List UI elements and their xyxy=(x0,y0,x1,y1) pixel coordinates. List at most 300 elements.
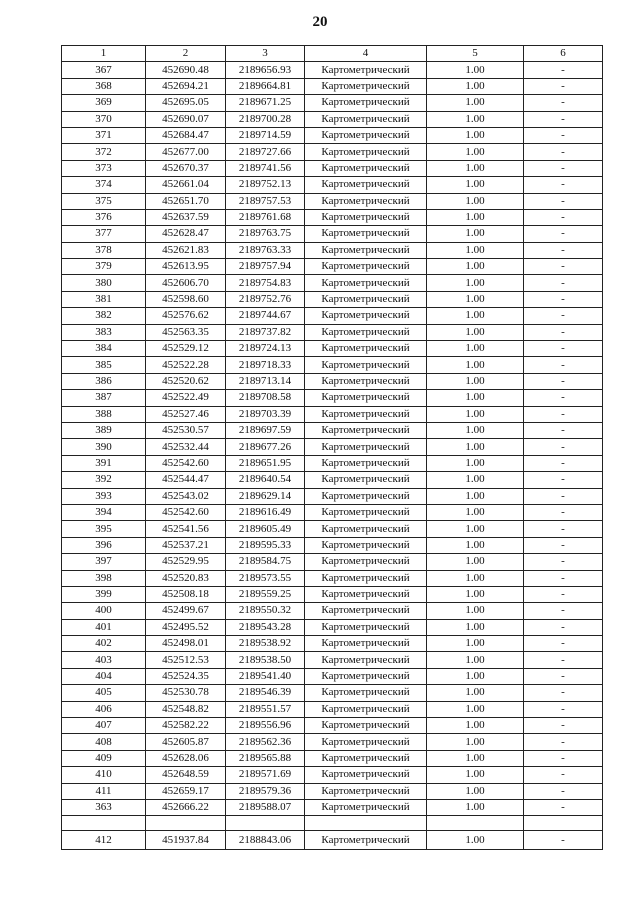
table-cell: 1.00 xyxy=(427,226,524,242)
table-cell: 2189713.14 xyxy=(226,373,305,389)
table-cell: 2189754.83 xyxy=(226,275,305,291)
table-cell: 1.00 xyxy=(427,603,524,619)
table-cell: 2189579.36 xyxy=(226,783,305,799)
table-row xyxy=(62,701,603,717)
table-cell: 2189752.13 xyxy=(226,177,305,193)
table-cell: Картометрический xyxy=(305,701,427,717)
table-cell: - xyxy=(524,619,603,635)
table-cell: Картометрический xyxy=(305,554,427,570)
table-cell: 401 xyxy=(62,619,146,635)
table-cell: 2189761.68 xyxy=(226,209,305,225)
table-cell: 452508.18 xyxy=(146,586,226,602)
table-cell: Картометрический xyxy=(305,193,427,209)
table-cell: 412 xyxy=(62,831,146,850)
table-cell: 2189573.55 xyxy=(226,570,305,586)
table-cell: 375 xyxy=(62,193,146,209)
table-row xyxy=(62,422,603,438)
table-cell: Картометрический xyxy=(305,373,427,389)
table-cell: Картометрический xyxy=(305,570,427,586)
table-cell: 452576.62 xyxy=(146,308,226,324)
table-row xyxy=(62,831,603,850)
table-cell: 1.00 xyxy=(427,291,524,307)
table-row xyxy=(62,406,603,422)
table-cell: 452495.52 xyxy=(146,619,226,635)
table-cell: 2189763.75 xyxy=(226,226,305,242)
table-cell: 1.00 xyxy=(427,144,524,160)
table-row xyxy=(62,341,603,357)
table-cell: 2189737.82 xyxy=(226,324,305,340)
table-cell: Картометрический xyxy=(305,504,427,520)
table-cell: - xyxy=(524,455,603,471)
table-cell: 452694.21 xyxy=(146,78,226,94)
table-cell: 1.00 xyxy=(427,111,524,127)
table-cell: Картометрический xyxy=(305,767,427,783)
table-cell: 452498.01 xyxy=(146,636,226,652)
table-row xyxy=(62,324,603,340)
table-cell: 1.00 xyxy=(427,275,524,291)
table-cell: Картометрический xyxy=(305,750,427,766)
column-header: 3 xyxy=(226,46,305,62)
table-cell: 399 xyxy=(62,586,146,602)
table-cell: - xyxy=(524,685,603,701)
table-cell: Картометрический xyxy=(305,718,427,734)
table-cell: 1.00 xyxy=(427,718,524,734)
table-cell: 1.00 xyxy=(427,341,524,357)
table-cell: 452499.67 xyxy=(146,603,226,619)
table-cell: 2189656.93 xyxy=(226,62,305,78)
table-cell: - xyxy=(524,127,603,143)
table-cell: 2189595.33 xyxy=(226,537,305,553)
table-cell: 1.00 xyxy=(427,521,524,537)
table-header-row xyxy=(62,46,603,62)
table-cell: - xyxy=(524,734,603,750)
table-cell: 1.00 xyxy=(427,750,524,766)
table-cell: - xyxy=(524,275,603,291)
table-row xyxy=(62,685,603,701)
table-cell: Картометрический xyxy=(305,439,427,455)
column-header: 1 xyxy=(62,46,146,62)
table-cell: 367 xyxy=(62,62,146,78)
table-cell xyxy=(226,816,305,831)
table-cell: - xyxy=(524,831,603,850)
table-cell: 368 xyxy=(62,78,146,94)
table-cell: Картометрический xyxy=(305,324,427,340)
page-number: 20 xyxy=(312,14,328,30)
table-cell: 452621.83 xyxy=(146,242,226,258)
table-row xyxy=(62,390,603,406)
table-cell: - xyxy=(524,226,603,242)
table-cell: Картометрический xyxy=(305,341,427,357)
table-row xyxy=(62,226,603,242)
table-cell: 2189700.28 xyxy=(226,111,305,127)
table-cell xyxy=(305,816,427,831)
table-cell: 384 xyxy=(62,341,146,357)
table-cell: - xyxy=(524,767,603,783)
table-cell: Картометрический xyxy=(305,685,427,701)
table-cell: 452605.87 xyxy=(146,734,226,750)
table-cell: 386 xyxy=(62,373,146,389)
table-cell: 1.00 xyxy=(427,193,524,209)
table-cell: 452677.00 xyxy=(146,144,226,160)
table-cell: Картометрический xyxy=(305,226,427,242)
table-row xyxy=(62,95,603,111)
table-cell: 398 xyxy=(62,570,146,586)
table-cell: 370 xyxy=(62,111,146,127)
table-cell: 2189763.33 xyxy=(226,242,305,258)
table-row xyxy=(62,504,603,520)
table-cell: 2189671.25 xyxy=(226,95,305,111)
table-row xyxy=(62,209,603,225)
table-row xyxy=(62,193,603,209)
table-cell: 452542.60 xyxy=(146,504,226,520)
table-cell: 394 xyxy=(62,504,146,520)
table-cell: 2189757.94 xyxy=(226,259,305,275)
table-cell: 452530.78 xyxy=(146,685,226,701)
table-cell: 1.00 xyxy=(427,455,524,471)
table-cell: 1.00 xyxy=(427,209,524,225)
table-cell: Картометрический xyxy=(305,472,427,488)
column-header: 6 xyxy=(524,46,603,62)
table-cell: 2189584.75 xyxy=(226,554,305,570)
table-cell: Картометрический xyxy=(305,668,427,684)
table-cell: 452684.47 xyxy=(146,127,226,143)
table-cell: - xyxy=(524,406,603,422)
table-row xyxy=(62,783,603,799)
table-row xyxy=(62,472,603,488)
table-cell: 1.00 xyxy=(427,668,524,684)
table-row xyxy=(62,160,603,176)
column-header: 4 xyxy=(305,46,427,62)
table-cell: 452537.21 xyxy=(146,537,226,553)
table-cell: - xyxy=(524,652,603,668)
table-cell: 2189640.54 xyxy=(226,472,305,488)
table-cell: 391 xyxy=(62,455,146,471)
table-cell: 452628.06 xyxy=(146,750,226,766)
table-cell: 409 xyxy=(62,750,146,766)
table-cell: 1.00 xyxy=(427,554,524,570)
table-cell: 1.00 xyxy=(427,160,524,176)
table-row xyxy=(62,144,603,160)
table-row xyxy=(62,734,603,750)
table-cell: 1.00 xyxy=(427,504,524,520)
table-cell: - xyxy=(524,439,603,455)
column-header: 5 xyxy=(427,46,524,62)
table-cell: 452651.70 xyxy=(146,193,226,209)
table-cell: 2189727.66 xyxy=(226,144,305,160)
table-cell: 403 xyxy=(62,652,146,668)
table-cell: 1.00 xyxy=(427,259,524,275)
table-cell: 452606.70 xyxy=(146,275,226,291)
table-cell: Картометрический xyxy=(305,357,427,373)
table-cell: - xyxy=(524,750,603,766)
table-cell: Картометрический xyxy=(305,619,427,635)
table-cell: 1.00 xyxy=(427,799,524,815)
table-cell: Картометрический xyxy=(305,422,427,438)
table-cell: 1.00 xyxy=(427,373,524,389)
table-cell: 2189708.58 xyxy=(226,390,305,406)
table-cell: 452520.62 xyxy=(146,373,226,389)
table-row xyxy=(62,537,603,553)
table-cell: 378 xyxy=(62,242,146,258)
table-cell: 2189703.39 xyxy=(226,406,305,422)
table-cell: 1.00 xyxy=(427,652,524,668)
table-cell: 452541.56 xyxy=(146,521,226,537)
table-row xyxy=(62,275,603,291)
table-cell: 1.00 xyxy=(427,472,524,488)
table-body xyxy=(62,62,603,850)
table-cell: 452529.12 xyxy=(146,341,226,357)
table-row xyxy=(62,668,603,684)
table-cell: 388 xyxy=(62,406,146,422)
table-cell: 393 xyxy=(62,488,146,504)
table-cell: Картометрический xyxy=(305,160,427,176)
table-cell: - xyxy=(524,488,603,504)
table-cell: 1.00 xyxy=(427,570,524,586)
table-cell: Картометрический xyxy=(305,734,427,750)
table-cell: 1.00 xyxy=(427,537,524,553)
table-cell: 2189664.81 xyxy=(226,78,305,94)
table-cell: 452524.35 xyxy=(146,668,226,684)
table-cell: Картометрический xyxy=(305,209,427,225)
table-cell: Картометрический xyxy=(305,603,427,619)
table-cell: - xyxy=(524,209,603,225)
table-cell: 1.00 xyxy=(427,767,524,783)
table-cell: 1.00 xyxy=(427,177,524,193)
table-cell: 1.00 xyxy=(427,439,524,455)
table-cell: - xyxy=(524,324,603,340)
table-cell: 406 xyxy=(62,701,146,717)
table-row xyxy=(62,750,603,766)
table-cell: 1.00 xyxy=(427,586,524,602)
table-cell: 452582.22 xyxy=(146,718,226,734)
table-cell: 1.00 xyxy=(427,62,524,78)
table-cell: - xyxy=(524,554,603,570)
table-cell: 1.00 xyxy=(427,619,524,635)
table-cell: - xyxy=(524,799,603,815)
table-row xyxy=(62,799,603,815)
table-cell xyxy=(427,816,524,831)
table-cell: 383 xyxy=(62,324,146,340)
table-cell: - xyxy=(524,95,603,111)
table-cell: 1.00 xyxy=(427,406,524,422)
table-cell: 410 xyxy=(62,767,146,783)
table-cell xyxy=(146,816,226,831)
table-cell: Картометрический xyxy=(305,831,427,850)
table-cell: 404 xyxy=(62,668,146,684)
table-cell: - xyxy=(524,78,603,94)
table-cell: 402 xyxy=(62,636,146,652)
table-cell: 411 xyxy=(62,783,146,799)
table-cell: 381 xyxy=(62,291,146,307)
table-cell: 2189616.49 xyxy=(226,504,305,520)
table-cell: 2189677.26 xyxy=(226,439,305,455)
table-row xyxy=(62,603,603,619)
table-cell: 385 xyxy=(62,357,146,373)
table-cell: 452670.37 xyxy=(146,160,226,176)
table-cell: 2189556.96 xyxy=(226,718,305,734)
table-cell: 452690.07 xyxy=(146,111,226,127)
table-cell: 2189697.59 xyxy=(226,422,305,438)
table-row xyxy=(62,586,603,602)
table-cell: - xyxy=(524,636,603,652)
table-cell: 452613.95 xyxy=(146,259,226,275)
table-cell: - xyxy=(524,144,603,160)
table-cell: 2189546.39 xyxy=(226,685,305,701)
table-cell: 392 xyxy=(62,472,146,488)
table-cell: 1.00 xyxy=(427,685,524,701)
table-cell: 2189744.67 xyxy=(226,308,305,324)
table-cell: 452661.04 xyxy=(146,177,226,193)
table-cell: - xyxy=(524,291,603,307)
table-cell: - xyxy=(524,390,603,406)
table-cell: Картометрический xyxy=(305,111,427,127)
table-row xyxy=(62,554,603,570)
table-cell xyxy=(524,816,603,831)
table-cell: Картометрический xyxy=(305,636,427,652)
table-cell: 452628.47 xyxy=(146,226,226,242)
table-cell: Картометрический xyxy=(305,390,427,406)
table-cell: Картометрический xyxy=(305,488,427,504)
table-row xyxy=(62,488,603,504)
table-cell: 1.00 xyxy=(427,701,524,717)
table-cell: 2189550.32 xyxy=(226,603,305,619)
table-row xyxy=(62,570,603,586)
table-cell: 452598.60 xyxy=(146,291,226,307)
table-row xyxy=(62,619,603,635)
table-cell: 452530.57 xyxy=(146,422,226,438)
table-cell: 452648.59 xyxy=(146,767,226,783)
table-cell: 1.00 xyxy=(427,242,524,258)
table-cell: 380 xyxy=(62,275,146,291)
table-cell: - xyxy=(524,308,603,324)
table-cell: - xyxy=(524,111,603,127)
table-cell: 452544.47 xyxy=(146,472,226,488)
table-row xyxy=(62,242,603,258)
table-cell: 2189538.50 xyxy=(226,652,305,668)
table-cell: 2189543.28 xyxy=(226,619,305,635)
table-cell: 371 xyxy=(62,127,146,143)
table-cell: - xyxy=(524,668,603,684)
table-cell: Картометрический xyxy=(305,406,427,422)
table-cell: 363 xyxy=(62,799,146,815)
table-cell: - xyxy=(524,570,603,586)
table-cell: 408 xyxy=(62,734,146,750)
table-cell: Картометрический xyxy=(305,275,427,291)
table-cell: 2189551.57 xyxy=(226,701,305,717)
table-cell: - xyxy=(524,422,603,438)
table-cell: 2189605.49 xyxy=(226,521,305,537)
table-cell: 387 xyxy=(62,390,146,406)
table-cell: 2189565.88 xyxy=(226,750,305,766)
table-cell: - xyxy=(524,603,603,619)
table-cell: 379 xyxy=(62,259,146,275)
table-cell: - xyxy=(524,701,603,717)
table-cell: - xyxy=(524,373,603,389)
table-cell: 1.00 xyxy=(427,783,524,799)
table-cell: 452542.60 xyxy=(146,455,226,471)
table-cell: Картометрический xyxy=(305,799,427,815)
table-cell: 452543.02 xyxy=(146,488,226,504)
table-cell: 2188843.06 xyxy=(226,831,305,850)
table-cell: 452563.35 xyxy=(146,324,226,340)
table-row xyxy=(62,62,603,78)
table-cell: Картометрический xyxy=(305,537,427,553)
table-row xyxy=(62,521,603,537)
table-row xyxy=(62,816,603,831)
table-row xyxy=(62,767,603,783)
table-cell: - xyxy=(524,472,603,488)
table-cell: 452690.48 xyxy=(146,62,226,78)
table-cell: 2189538.92 xyxy=(226,636,305,652)
table-cell: - xyxy=(524,259,603,275)
table-cell: 2189724.13 xyxy=(226,341,305,357)
table-row xyxy=(62,111,603,127)
table-cell: 400 xyxy=(62,603,146,619)
table-cell: 1.00 xyxy=(427,636,524,652)
table-cell: - xyxy=(524,783,603,799)
table-cell: Картометрический xyxy=(305,95,427,111)
table-cell: Картометрический xyxy=(305,652,427,668)
table-cell: - xyxy=(524,177,603,193)
table-cell: 1.00 xyxy=(427,488,524,504)
table-cell: 405 xyxy=(62,685,146,701)
table-cell: 1.00 xyxy=(427,78,524,94)
table-cell: Картометрический xyxy=(305,259,427,275)
table-cell: 2189651.95 xyxy=(226,455,305,471)
table-row xyxy=(62,78,603,94)
column-header: 2 xyxy=(146,46,226,62)
table-row xyxy=(62,308,603,324)
table-cell: 374 xyxy=(62,177,146,193)
table-cell: 1.00 xyxy=(427,734,524,750)
table-cell: 407 xyxy=(62,718,146,734)
table-row xyxy=(62,259,603,275)
table-cell: Картометрический xyxy=(305,521,427,537)
table-cell: Картометрический xyxy=(305,242,427,258)
table-row xyxy=(62,652,603,668)
table-cell: Картометрический xyxy=(305,455,427,471)
table-cell: 2189629.14 xyxy=(226,488,305,504)
table-cell: - xyxy=(524,242,603,258)
table-cell: 2189541.40 xyxy=(226,668,305,684)
table-row xyxy=(62,718,603,734)
table-row xyxy=(62,439,603,455)
table-cell: 452548.82 xyxy=(146,701,226,717)
table-cell: 395 xyxy=(62,521,146,537)
table-cell: 2189562.36 xyxy=(226,734,305,750)
table-cell: 382 xyxy=(62,308,146,324)
table-cell: Картометрический xyxy=(305,308,427,324)
table-cell: - xyxy=(524,62,603,78)
table-cell: 2189741.56 xyxy=(226,160,305,176)
table-cell: 369 xyxy=(62,95,146,111)
table-cell: 451937.84 xyxy=(146,831,226,850)
table-cell: 1.00 xyxy=(427,127,524,143)
table-cell: - xyxy=(524,586,603,602)
table-cell: 1.00 xyxy=(427,324,524,340)
table-cell: - xyxy=(524,193,603,209)
table-cell: Картометрический xyxy=(305,783,427,799)
table-cell: 389 xyxy=(62,422,146,438)
table-cell: 452512.53 xyxy=(146,652,226,668)
table-cell: Картометрический xyxy=(305,144,427,160)
table-row xyxy=(62,177,603,193)
table-cell: 397 xyxy=(62,554,146,570)
table-row xyxy=(62,455,603,471)
table-cell: 396 xyxy=(62,537,146,553)
table-cell: 1.00 xyxy=(427,831,524,850)
table-row xyxy=(62,636,603,652)
